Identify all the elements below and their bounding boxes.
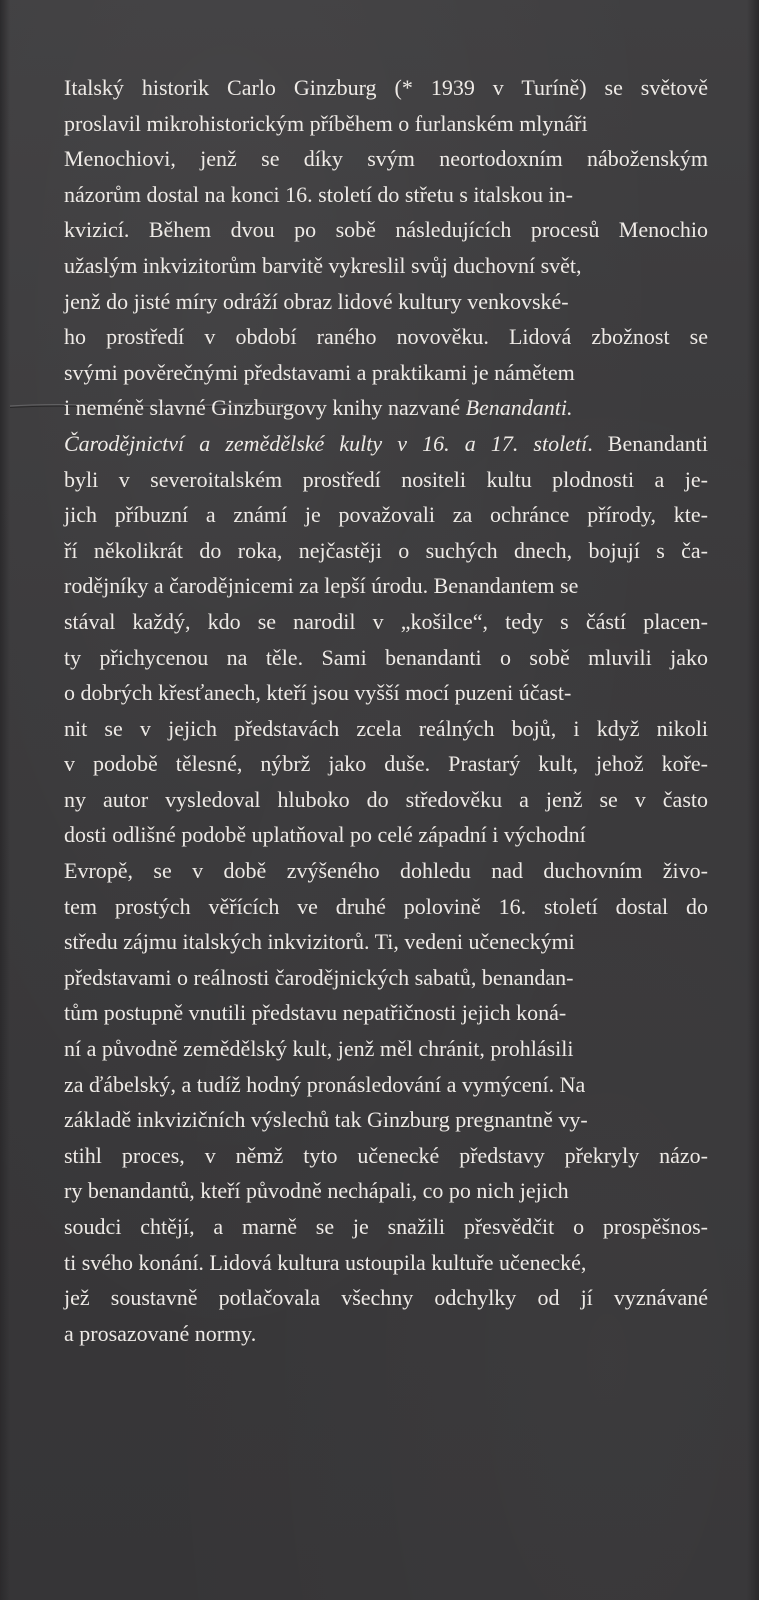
text-segment: tem prostých věřících ve druhé polovině 16. století dostal do: [64, 893, 708, 919]
italic-book-title: Čarodějnictví a zemědělské kulty v 16. a 17. století: [64, 430, 588, 456]
text-line: [64, 106, 708, 142]
text-line: [64, 853, 708, 889]
text-line: [64, 1102, 708, 1138]
text-line: [64, 177, 708, 213]
text-line: [64, 497, 708, 533]
text-segment: ry benandantů, kteří původně nechápali, co po nich jejich: [64, 1178, 569, 1204]
text-segment: Evropě, se v době zvýšeného dohledu nad duchovním živo-: [64, 858, 708, 884]
text-line: [64, 212, 708, 248]
text-line: [64, 711, 708, 747]
text-line: [64, 1031, 708, 1067]
text-line: [64, 1209, 708, 1245]
text-segment: představami o reálnosti čarodějnických sabatů, benandan-: [64, 964, 574, 990]
text-segment: ho prostředí v období raného novověku. Lidová zbožnost se: [64, 324, 708, 350]
text-segment: ty přichycenou na těle. Sami benandanti o sobě mluvili jako: [64, 644, 708, 670]
text-line: [64, 390, 708, 426]
text-segment: a prosazované normy.: [64, 1320, 257, 1346]
text-segment: v podobě tělesné, nýbrž jako duše. Prastarý kult, jehož koře-: [64, 751, 708, 777]
text-line: [64, 248, 708, 284]
text-segment: stihl proces, v němž tyto učenecké představy překryly názo-: [64, 1142, 708, 1168]
text-line: [64, 817, 708, 853]
text-line: [64, 1067, 708, 1103]
text-segment: dosti odlišné podobě uplatňoval po celé západní i východní: [64, 822, 586, 848]
text-line: [64, 355, 708, 391]
text-segment: Italský historik Carlo Ginzburg (* 1939 v Turíně) se světově: [64, 75, 708, 100]
blurb-paragraph: [64, 70, 708, 1351]
text-segment: názorům dostal na konci 16. století do střetu s italskou in-: [64, 181, 573, 207]
text-line: [64, 568, 708, 604]
text-line: [64, 533, 708, 569]
text-segment: za ďábelský, a tudíž hodný pronásledování a vymýcení. Na: [64, 1071, 586, 1097]
text-line: [64, 1138, 708, 1174]
text-segment: jenž do jisté míry odráží obraz lidové kultury venkovské-: [64, 288, 569, 314]
text-line: [64, 1173, 708, 1209]
text-segment: základě inkvizičních výslechů tak Ginzburg pregnantně vy-: [64, 1107, 588, 1133]
text-line: [64, 70, 708, 106]
text-segment: o dobrých křesťanech, kteří jsou vyšší mocí puzeni účast-: [64, 680, 572, 706]
text-line: [64, 995, 708, 1031]
text-line: [64, 141, 708, 177]
text-segment: stával každý, kdo se narodil v „košilce“, tedy s částí placen-: [64, 608, 708, 634]
text-line: [64, 426, 708, 462]
text-segment: ní a původně zemědělský kult, jenž měl chránit, prohlásili: [64, 1036, 574, 1062]
text-line: [64, 924, 708, 960]
text-line: [64, 604, 708, 640]
text-line: [64, 319, 708, 355]
text-segment: byli v severoitalském prostředí nositeli kultu plodnosti a je-: [64, 466, 708, 492]
text-line: [64, 1245, 708, 1281]
cover-left-edge: [0, 0, 10, 1600]
text-segment: tům postupně vnutili představu nepatřičnosti jejich koná-: [64, 1000, 567, 1026]
text-segment: kvizicí. Během dvou po sobě následujících procesů Menochio: [64, 217, 708, 243]
text-line: [64, 782, 708, 818]
cover-right-edge: [747, 0, 759, 1600]
text-line: [64, 640, 708, 676]
text-segment: užaslým inkvizitorům barvitě vykreslil svůj duchovní svět,: [64, 252, 582, 278]
text-segment: jich příbuzní a známí je považovali za ochránce přírody, kte-: [64, 502, 708, 528]
text-line: [64, 960, 708, 996]
text-segment: i neméně slavné Ginzburgovy knihy nazvané: [64, 395, 466, 421]
text-line: [64, 889, 708, 925]
text-line: [64, 675, 708, 711]
text-segment: soudci chtějí, a marně se je snažili přesvědčit o prospěšnos-: [64, 1214, 708, 1239]
text-segment: svými pověrečnými představami a praktikami je námětem: [64, 359, 575, 385]
text-segment: . Benandanti: [587, 430, 708, 456]
text-segment: jež soustavně potlačovala všechny odchylky od jí vyznávané: [64, 1285, 708, 1311]
text-line: [64, 746, 708, 782]
text-segment: ny autor vysledoval hluboko do středověku a jenž se v často: [64, 786, 708, 812]
text-segment: proslavil mikrohistorickým příběhem o furlanském mlynáři: [64, 110, 588, 136]
text-segment: středu zájmu italských inkvizitorů. Ti, vedeni učeneckými: [64, 929, 575, 955]
text-segment: Menochiovi, jenž se díky svým neortodoxním náboženským: [64, 146, 708, 172]
text-line: [64, 284, 708, 320]
text-line: [64, 462, 708, 498]
text-segment: ti svého konání. Lidová kultura ustoupila kultuře učenecké,: [64, 1249, 587, 1275]
text-line: [64, 1316, 708, 1352]
text-segment: ří několikrát do roka, nejčastěji o suchých dnech, bojují s ča-: [64, 537, 708, 563]
italic-book-title: Benandanti.: [465, 395, 573, 421]
text-line: [64, 1280, 708, 1316]
text-segment: nit se v jejich představách zcela reálných bojů, i když nikoli: [64, 715, 708, 741]
text-segment: rodějníky a čarodějnicemi za lepší úrodu. Benandantem se: [64, 573, 579, 599]
